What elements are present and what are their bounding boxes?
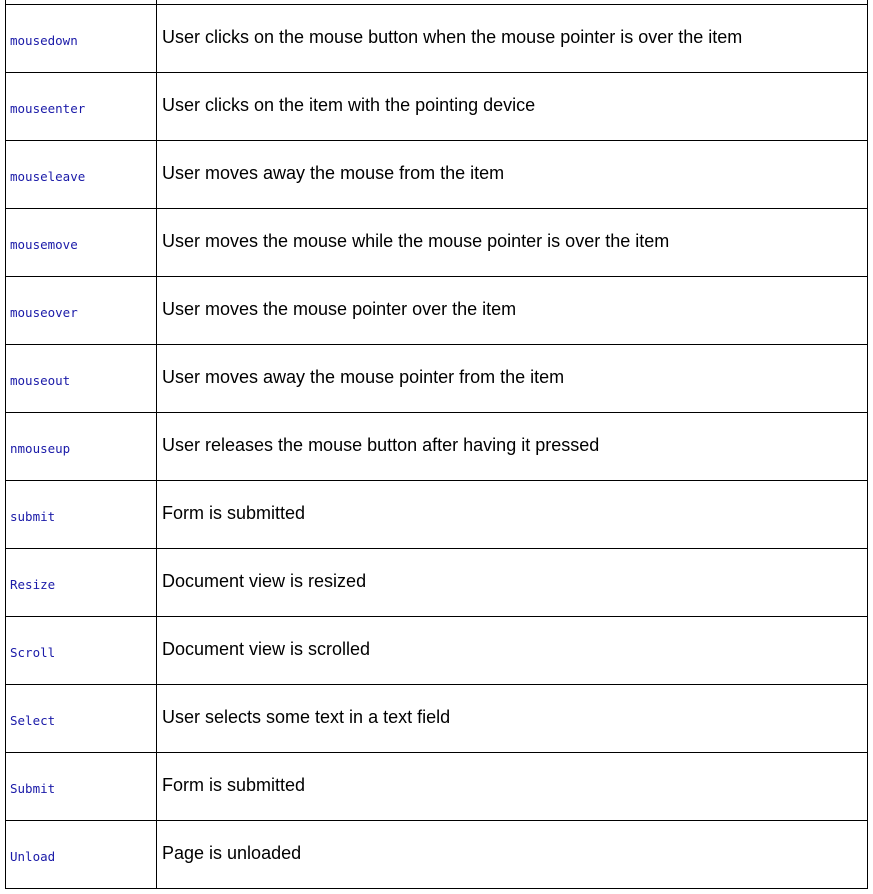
table-row — [6, 821, 868, 889]
event-description: User releases the mouse button after having it pressed — [162, 435, 600, 455]
event-name: nmouseup — [10, 441, 71, 456]
event-description: User moves the mouse while the mouse pointer is over the item — [162, 231, 670, 251]
event-name: mouseout — [10, 373, 71, 388]
event-description: User moves away the mouse pointer from the item — [162, 367, 565, 387]
event-description-cell — [157, 277, 868, 345]
table-row — [6, 753, 868, 821]
table-row — [6, 277, 868, 345]
event-name-cell — [6, 617, 157, 685]
event-description: Form is submitted — [162, 503, 306, 523]
event-name: mouseover — [10, 305, 78, 320]
event-name: mousemove — [10, 237, 78, 252]
event-name: Submit — [10, 781, 56, 796]
event-name: submit — [10, 509, 56, 524]
event-description: User clicks on the item with the pointing device — [162, 95, 536, 115]
event-name: Scroll — [10, 645, 56, 660]
event-name-cell — [6, 277, 157, 345]
event-name-cell — [6, 753, 157, 821]
event-description: User clicks on the mouse button when the mouse pointer is over the item — [162, 27, 743, 47]
table-row — [6, 141, 868, 209]
event-description: User moves the mouse pointer over the item — [162, 299, 517, 319]
event-description-cell — [157, 5, 868, 73]
event-description: User moves away the mouse from the item — [162, 163, 505, 183]
event-name-cell — [6, 685, 157, 753]
event-name-cell — [6, 73, 157, 141]
table-row — [6, 209, 868, 277]
events-table-body — [6, 0, 868, 889]
event-name: mousedown — [10, 33, 78, 48]
event-name-cell — [6, 141, 157, 209]
event-description-cell — [157, 617, 868, 685]
event-description: Document view is resized — [162, 571, 367, 591]
table-row — [6, 345, 868, 413]
event-name: Select — [10, 713, 56, 728]
event-name-cell — [6, 5, 157, 73]
table-row — [6, 73, 868, 141]
event-description-cell — [157, 209, 868, 277]
event-description-cell — [157, 141, 868, 209]
event-name: mouseleave — [10, 169, 86, 184]
event-name-cell — [6, 481, 157, 549]
event-description-cell — [157, 753, 868, 821]
event-description-cell — [157, 685, 868, 753]
event-name-cell — [6, 549, 157, 617]
table-row — [6, 413, 868, 481]
table-row — [6, 549, 868, 617]
event-description: User selects some text in a text field — [162, 707, 451, 727]
event-description-cell — [157, 345, 868, 413]
event-name: Resize — [10, 577, 56, 592]
event-description-cell — [157, 549, 868, 617]
event-description-cell — [157, 413, 868, 481]
event-name: Unload — [10, 849, 56, 864]
event-description-cell — [157, 481, 868, 549]
event-description: Form is submitted — [162, 775, 306, 795]
event-name: mouseenter — [10, 101, 86, 116]
event-name-cell — [6, 209, 157, 277]
table-row — [6, 481, 868, 549]
events-table — [5, 0, 868, 889]
table-row — [6, 5, 868, 73]
event-description-cell — [157, 73, 868, 141]
event-name-cell — [6, 345, 157, 413]
table-row — [6, 617, 868, 685]
event-name-cell — [6, 821, 157, 889]
event-description: Page is unloaded — [162, 843, 302, 863]
table-row — [6, 685, 868, 753]
event-description-cell — [157, 821, 868, 889]
event-name-cell — [6, 413, 157, 481]
event-description: Document view is scrolled — [162, 639, 371, 659]
